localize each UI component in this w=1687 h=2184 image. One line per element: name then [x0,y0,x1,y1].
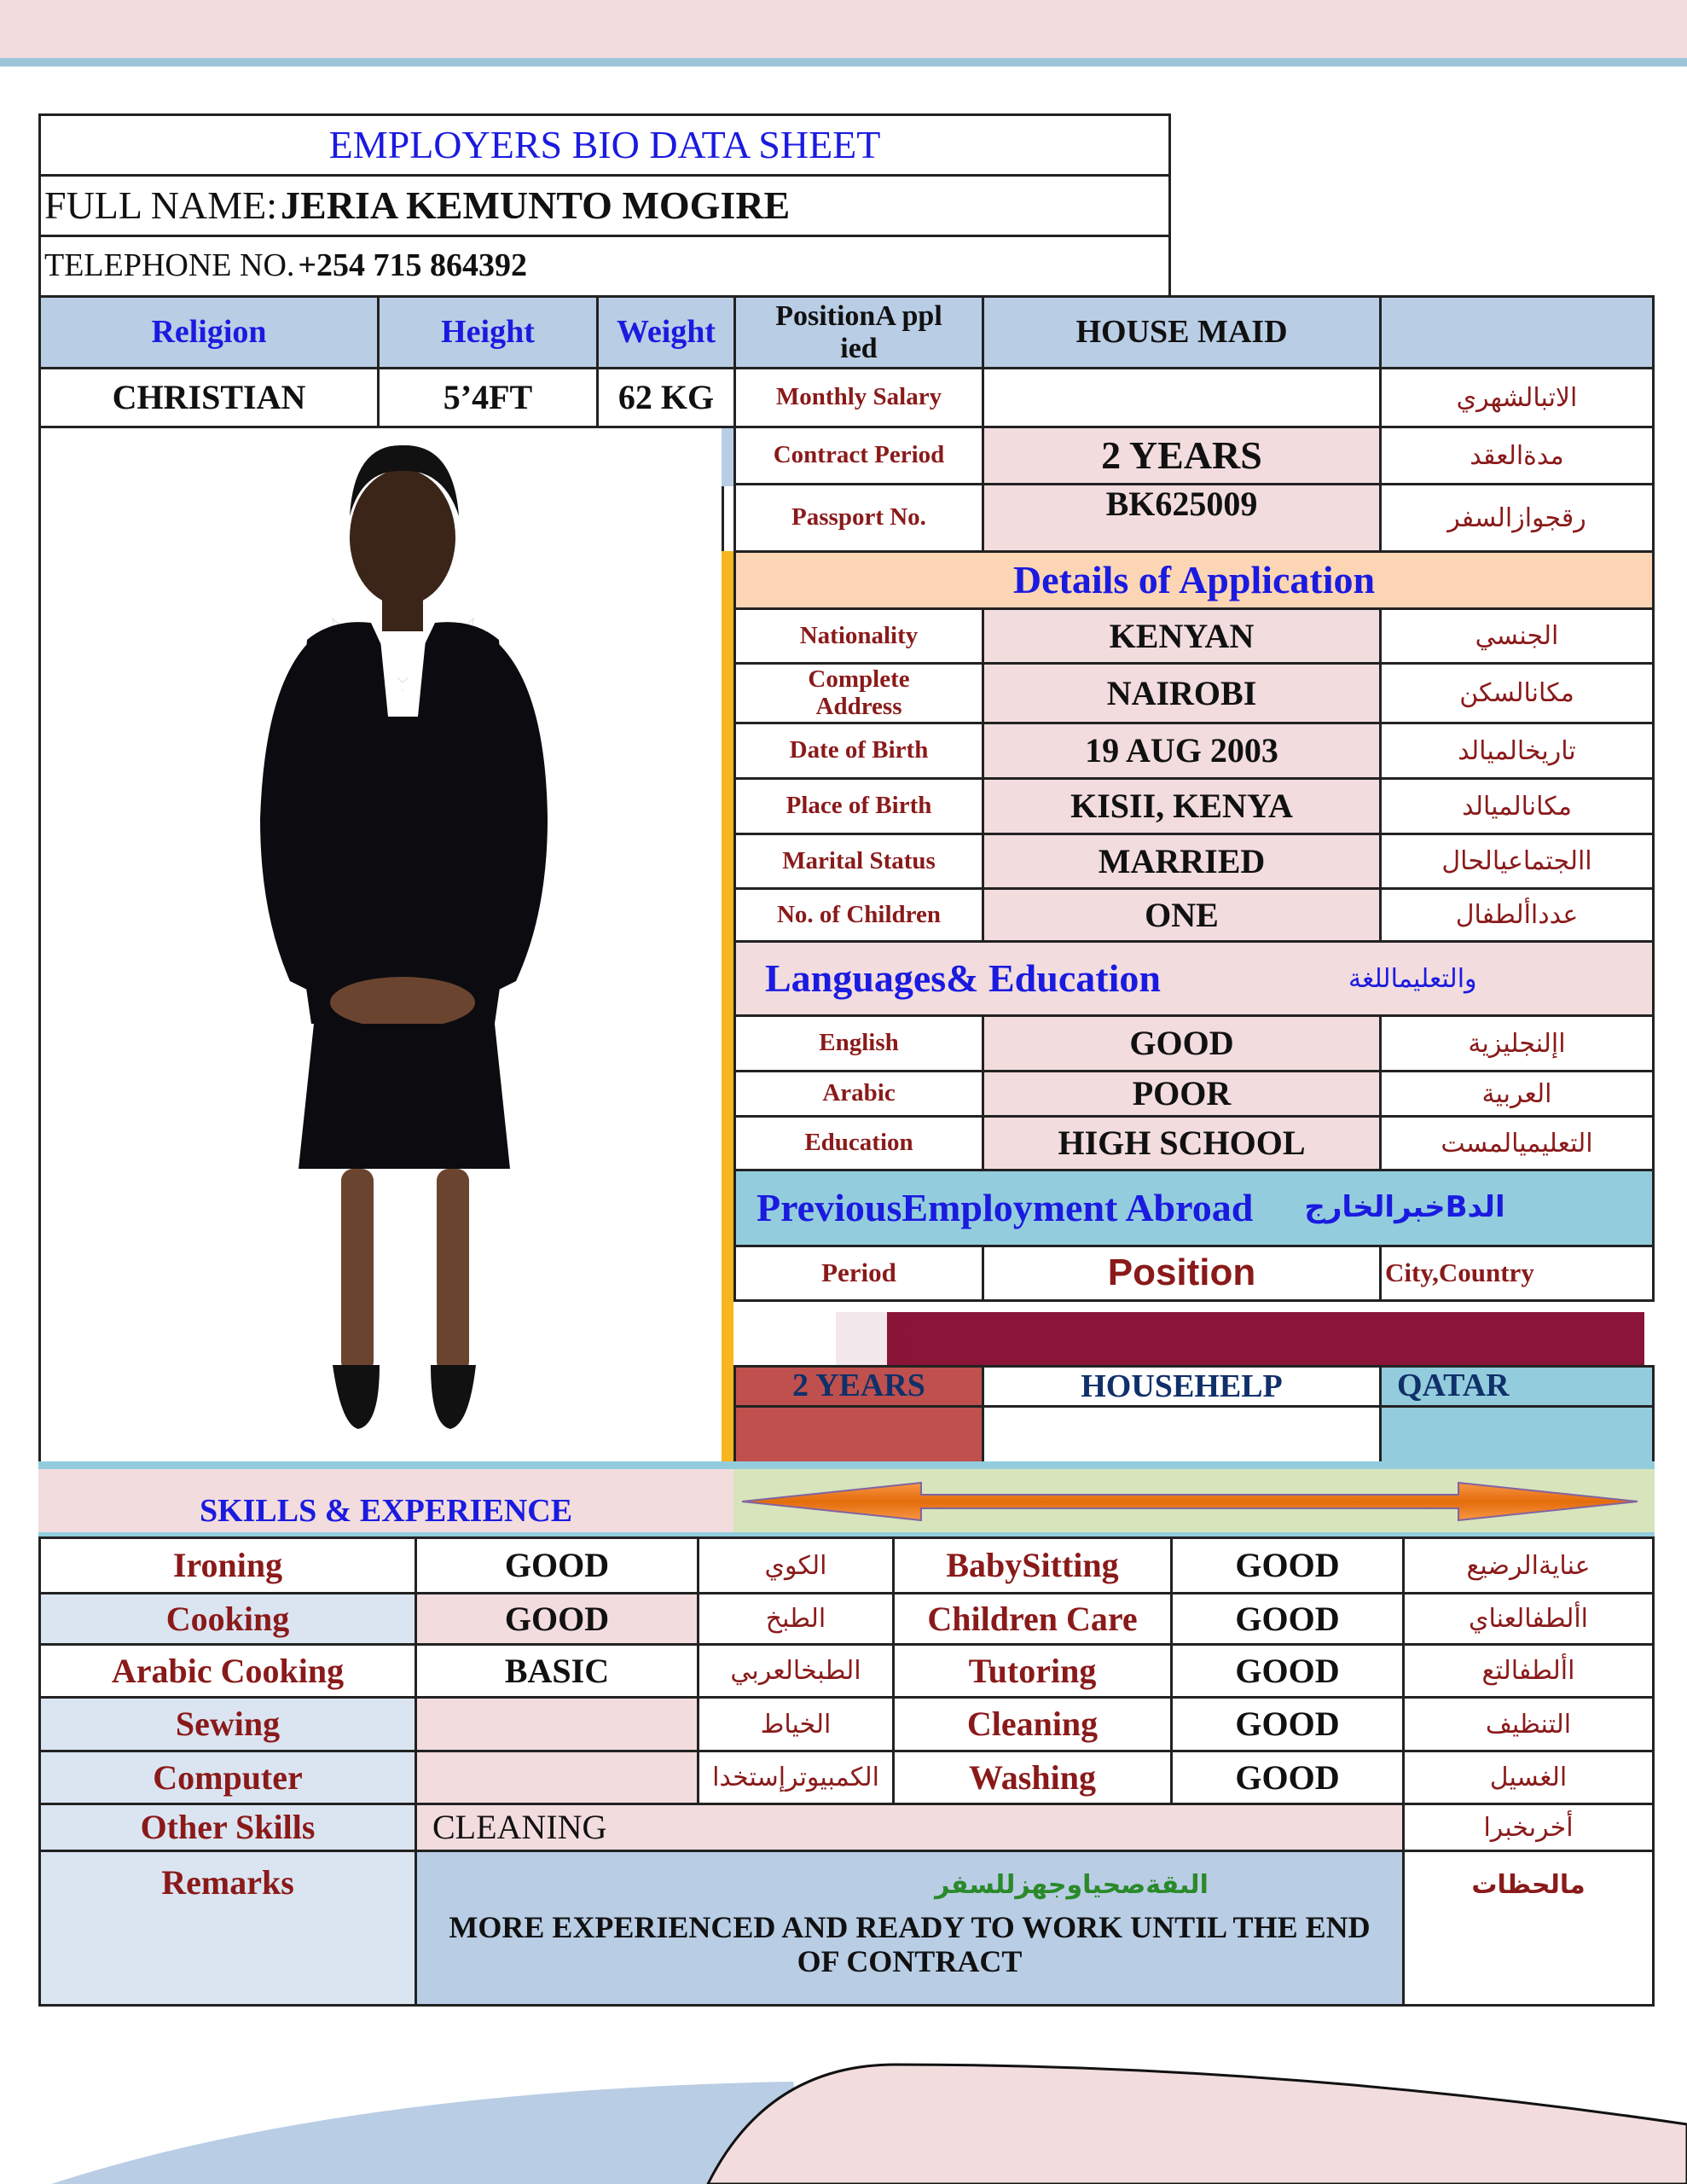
religion-value [38,367,380,428]
details-label-cell [733,662,984,724]
details-value: 19 AUG 2003 [1085,731,1278,770]
monthly-salary-label [733,367,984,428]
skill2-level-cell [1170,1750,1405,1805]
bottom-decoration [0,2048,1687,2184]
weight-header-text: Weight [616,313,716,350]
skill2-level-cell [1170,1592,1405,1646]
skill-arabic-cell [697,1696,895,1752]
language-label-cell [733,1014,984,1072]
skill-level-cell [415,1750,699,1805]
skill-name-cell [38,1592,417,1646]
language-value-cell [982,1115,1382,1171]
details-arabic-cell [1379,777,1655,835]
skill-name: Sewing [175,1705,281,1743]
details-value-cell [982,662,1382,724]
skill2-name: Tutoring [968,1651,1097,1690]
skill-arabic-cell [697,1750,895,1805]
religion-header-text: Religion [151,313,267,350]
skill2-arabic: األطفالعناي [1468,1604,1589,1634]
language-value-cell [982,1070,1382,1118]
details-value-cell [982,887,1382,943]
employment-position-header-text: Position [1107,1252,1256,1294]
details-section-title [733,550,1655,610]
remarks-arabic-label [1402,1850,1655,2007]
contract-period-label-text: Contract Period [773,441,945,469]
language-arabic-cell [1379,1070,1655,1118]
skill-level-cell [415,1592,699,1646]
passport-value [982,483,1382,553]
position-applied-value-text: HOUSE MAID [1075,313,1288,350]
details-label-cell [733,833,984,890]
skills-section-title [38,1469,733,1533]
double-arrow-icon [742,1480,1646,1523]
details-label-cell [733,887,984,943]
details-arabic: الجنسي [1475,621,1559,651]
details-arabic: تاريخالميالد [1458,735,1576,766]
skill-arabic-cell [697,1536,895,1594]
telephone-value: +254 715 864392 [298,247,528,284]
contract-period-value [982,426,1382,485]
skill-level-cell [415,1643,699,1699]
details-arabic: مكانالسكن [1459,678,1574,708]
details-label: Marital Status [782,846,936,874]
sheet-title-text: EMPLOYERS BIO DATA SHEET [328,122,881,166]
language-arabic: اإلنجليزية [1468,1028,1566,1059]
details-arabic-cell [1379,662,1655,724]
skill-name-cell [38,1696,417,1752]
details-label-cell [733,777,984,835]
skill-name-cell [38,1536,417,1594]
languages-section-title [733,940,1655,1017]
telephone-row [38,235,1171,298]
contract-period-arabic-text: مدةالعقد [1470,440,1564,471]
skill-name: Ironing [172,1546,283,1584]
skill-name-cell [38,1643,417,1699]
monthly-salary-arabic [1379,367,1655,428]
skill2-name-cell [892,1643,1173,1699]
skill-arabic: الخياط [760,1709,832,1740]
language-arabic-cell [1379,1014,1655,1072]
religion-header [38,295,380,369]
language-label-cell [733,1115,984,1171]
monthly-salary-arabic-text: الاتبالشهري [1456,382,1578,413]
height-header [377,295,599,369]
languages-section-title-text: Languages& Education [765,956,1161,1000]
position-applied-header [733,295,984,369]
details-arabic-cell [1379,722,1655,780]
language-value-cell [982,1014,1382,1072]
skill2-name-cell [892,1536,1173,1594]
employment-section-title [733,1169,1655,1247]
skill2-level: GOOD [1235,1705,1340,1743]
details-value: MARRIED [1098,841,1266,880]
other-skills-value [415,1803,1405,1852]
skill2-level-cell [1170,1643,1405,1699]
skill2-arabic: عنايةالرضيع [1466,1550,1591,1581]
religion-value-text: CHRISTIAN [112,378,306,416]
employment-section-title-text: PreviousEmployment Abroad [757,1185,1254,1229]
employment-period-value [733,1365,984,1408]
employment-position-header [982,1245,1382,1302]
accent-strip-yellow [722,551,733,1464]
skill2-name-cell [892,1750,1173,1805]
contract-period-arabic [1379,426,1655,485]
employment-section-title-arabic: خبرالخارجBالد [1304,1190,1505,1225]
skills-section-title-text: SKILLS & EXPERIENCE [199,1493,573,1529]
position-applied-value [982,295,1382,369]
language-label: Education [804,1129,913,1157]
skill-level: GOOD [504,1546,610,1584]
skill-arabic-cell [697,1643,895,1699]
details-arabic: مكانالميالد [1462,791,1572,822]
employment-location-empty [1379,1405,1655,1464]
skill2-name: Cleaning [966,1705,1099,1743]
skill2-level: GOOD [1235,1546,1340,1584]
skill-arabic-cell [697,1592,895,1646]
details-label: Date of Birth [789,736,929,764]
skill-level-cell [415,1696,699,1752]
skill2-name: Children Care [927,1599,1138,1638]
candidate-photo [213,435,588,1450]
skill2-arabic-cell [1402,1536,1655,1594]
language-value: GOOD [1129,1024,1234,1062]
height-value [377,367,599,428]
details-label: No. of Children [776,900,941,928]
employment-location-header-text: City,Country [1385,1258,1534,1288]
employment-period-value-text: 2 YEARS [792,1368,925,1404]
weight-header [596,295,736,369]
details-label: Complete Address [808,665,910,720]
details-arabic: عدداألطفال [1455,900,1579,930]
sheet-title [38,113,1171,177]
language-value: POOR [1132,1074,1232,1112]
details-value: KISII, KENYA [1070,787,1293,825]
language-value: HIGH SCHOOL [1058,1124,1306,1162]
skill-name: Computer [153,1757,303,1797]
remarks-arabic-label-text: مالحظات [1471,1870,1586,1900]
language-arabic: التعليميالمست [1441,1128,1593,1159]
employment-period-header [733,1245,984,1302]
passport-arabic [1379,483,1655,553]
full-name-row [38,174,1171,237]
details-label: Nationality [799,621,919,649]
skill-arabic: الكوي [764,1550,827,1581]
remarks-label [38,1850,417,2007]
details-value-cell [982,833,1382,890]
passport-value-text: BK625009 [1105,485,1258,523]
top-band-line [0,58,1687,67]
details-value-cell [982,777,1382,835]
skill-name-cell [38,1750,417,1805]
language-label: Arabic [822,1079,896,1107]
skill2-arabic: األطفالتع [1481,1656,1575,1686]
languages-section-title-arabic: والتعليماللغة [1348,963,1477,994]
other-skills-value-text: CLEANING [432,1808,607,1846]
employment-period-empty [733,1405,984,1464]
passport-label-text: Passport No. [791,503,926,531]
position-applied-arabic [1379,295,1655,369]
monthly-salary-value [982,367,1382,428]
skill-level: GOOD [504,1599,610,1638]
telephone-label: TELEPHONE NO. [44,247,295,284]
passport-label [733,483,984,553]
full-name-value: JERIA KEMUNTO MOGIRE [281,183,791,227]
skill-name: Arabic Cooking [111,1651,345,1690]
employment-location-value [1379,1365,1655,1408]
details-value: NAIROBI [1106,673,1257,712]
skill-arabic: الطبخ [765,1604,826,1634]
skill2-arabic-cell [1402,1643,1655,1699]
details-label: Place of Birth [786,792,932,820]
skill2-level-cell [1170,1536,1405,1594]
skill-level-cell [415,1536,699,1594]
skill2-level: GOOD [1235,1651,1340,1690]
skill2-name-cell [892,1592,1173,1646]
details-value: ONE [1145,895,1219,934]
employment-position-value-text: HOUSEHELP [1081,1368,1283,1405]
skill2-name-cell [892,1696,1173,1752]
position-applied-header-text: PositionA pplied [775,300,942,364]
language-arabic: العربية [1481,1078,1552,1109]
skill2-arabic-cell [1402,1750,1655,1805]
remarks-label-text: Remarks [161,1863,294,1902]
details-arabic: االجتماعيالحال [1441,846,1592,876]
details-arabic-cell [1379,833,1655,890]
details-value: KENYAN [1109,616,1255,655]
employment-location-value-text: QATAR [1397,1368,1510,1404]
employment-location-header [1379,1245,1655,1302]
top-band [0,0,1687,60]
skill-level: BASIC [504,1651,610,1690]
other-skills-arabic-text: أخرىخبرا [1483,1812,1574,1843]
skill2-level: GOOD [1235,1757,1340,1797]
details-value-cell [982,722,1382,780]
employment-position-empty [982,1405,1382,1464]
other-skills-label-text: Other Skills [140,1808,316,1846]
passport-arabic-text: رقجوازالسفر [1447,502,1586,533]
weight-value-text: 62 KG [617,378,715,416]
skill-name: Cooking [165,1599,290,1638]
details-arabic-cell [1379,607,1655,665]
height-value-text: 5’4FT [443,378,533,416]
remarks-text: MORE EXPERIENCED AND READY TO WORK UNTIL THE END OF CONTRACT [449,1910,1371,1978]
skill2-name: Washing [969,1757,1096,1797]
skill2-level-cell [1170,1696,1405,1752]
qatar-flag-serration [742,1312,998,1365]
employment-period-header-text: Period [821,1258,896,1288]
details-section-title-text: Details of Application [1012,557,1376,601]
skill2-arabic-cell [1402,1696,1655,1752]
skill2-level: GOOD [1235,1599,1340,1638]
language-label: English [819,1029,899,1057]
full-name-label: FULL NAME: [44,183,278,227]
weight-value [596,367,736,428]
skill2-arabic-cell [1402,1592,1655,1646]
skill2-arabic: التنظيف [1485,1709,1572,1740]
skill2-name: BabySitting [946,1546,1119,1584]
contract-period-label [733,426,984,485]
contract-period-value-text: 2 YEARS [1101,433,1262,477]
accent-strip-blue [722,428,733,486]
height-header-text: Height [441,313,535,350]
skill-arabic: الكمبيوترإستخدا [712,1763,879,1792]
details-value-cell [982,607,1382,665]
monthly-salary-label-text: Monthly Salary [775,383,942,411]
details-label-cell [733,607,984,665]
skill-arabic: الطبخالعربي [730,1656,861,1686]
remarks-value [415,1850,1405,2007]
language-arabic-cell [1379,1115,1655,1171]
language-label-cell [733,1070,984,1118]
remarks-arabic-note: الىقةصحياوجهزللسفر [935,1870,1209,1900]
other-skills-label [38,1803,417,1852]
details-arabic-cell [1379,887,1655,943]
employment-position-value [982,1365,1382,1408]
skill2-arabic: الغسيل [1489,1763,1568,1792]
other-skills-arabic [1402,1803,1655,1852]
details-label-cell [733,722,984,780]
